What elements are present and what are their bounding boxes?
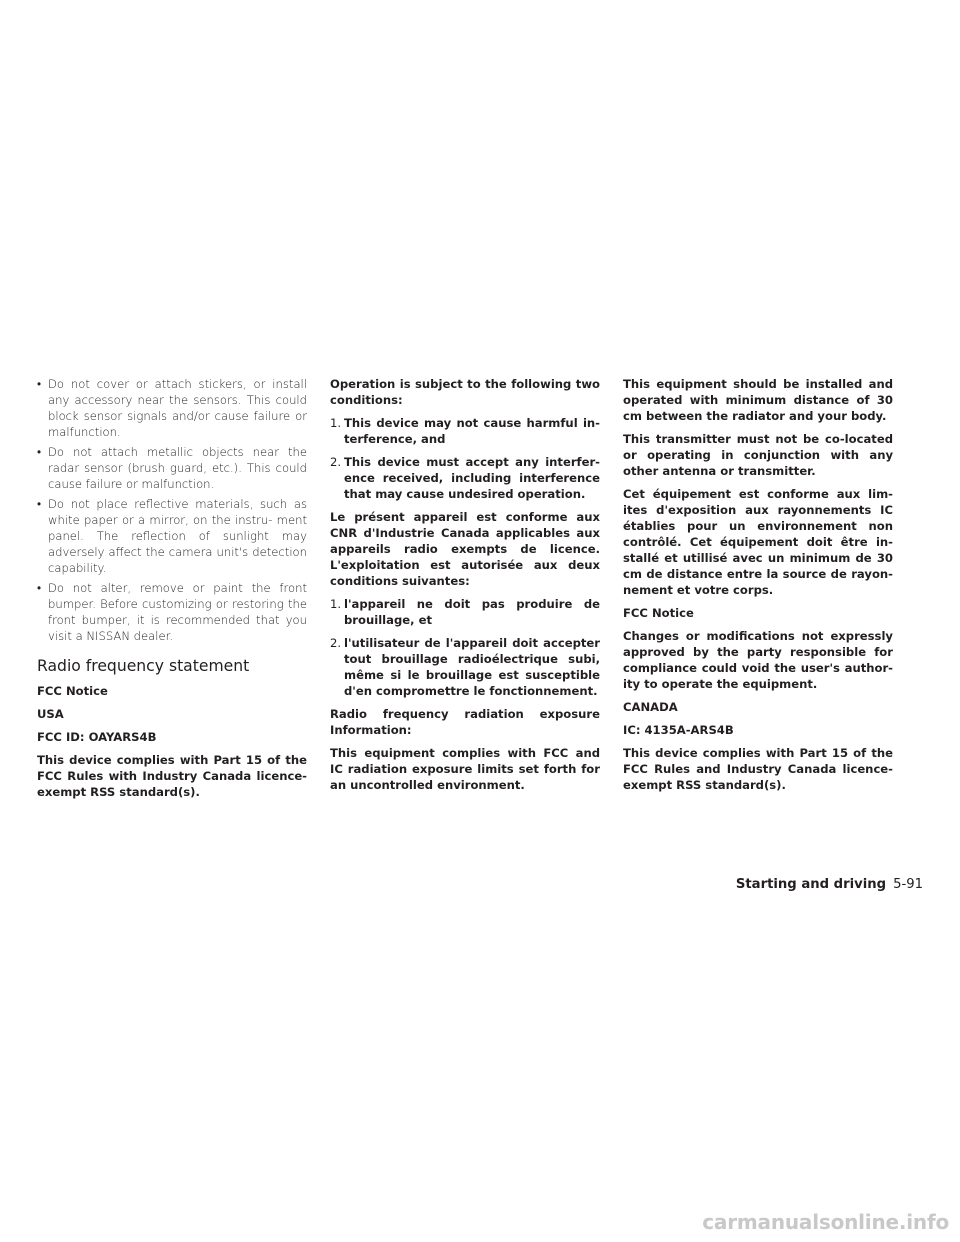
item-text: This device may not cause harmful in- terference, and: [344, 416, 600, 446]
french-exposure-statement: Cet équipement est conforme aux lim- ites d'exposition aux rayonnements IC établies pour un environnement non contrôlé. Cet équipement doit être in- stallé et utillisé avec un minimum de 30 cm de distance entre la source de rayon- nement et votre corps.: [623, 487, 893, 597]
modification-warning: Changes or modifications not expressly approved by the party responsible for compliance could void the user's author- ity to operate the equipment.: [623, 629, 893, 691]
list-item-text: Do not alter, remove or paint the front bumper. Before customizing or restoring the front bumper, it is recommended that you visit a NISSAN dealer.: [48, 581, 307, 643]
item-number: 2.: [330, 455, 342, 469]
item-number: 2.: [330, 636, 342, 650]
operation-conditions: Operation is subject to the following two conditions:: [330, 377, 600, 407]
page-footer: [736, 876, 923, 894]
radiation-title: Radio frequency radiation exposure Information:: [330, 707, 600, 737]
item-number: 1.: [330, 416, 342, 430]
list-item-text: Do not attach metallic objects near the radar sensor (brush guard, etc.). This could cause failure or malfunction.: [48, 445, 307, 491]
list-item: [37, 496, 307, 576]
bullet-icon: •: [37, 497, 42, 511]
item-text: This device must accept any interfer- ence received, including interference that may cause undesired operation.: [344, 455, 600, 501]
list-item: [37, 376, 307, 440]
usa-label: USA: [37, 707, 64, 721]
section-heading: Radio frequency statement: [37, 657, 250, 675]
column-middle: [330, 376, 600, 800]
list-item: [37, 444, 307, 492]
fcc-notice-label: FCC Notice: [37, 684, 108, 698]
ic-id: IC: 4135A-ARS4B: [623, 723, 734, 737]
compliance-statement: This device complies with Part 15 of the FCC Rules with Industry Canada licence- exempt RSS standard(s).: [37, 753, 307, 799]
bullet-icon: •: [37, 445, 42, 459]
fcc-id: FCC ID: OAYARS4B: [37, 730, 157, 744]
radiation-text: This equipment complies with FCC and IC radiation exposure limits set forth for an uncontrolled environment.: [330, 746, 600, 792]
condition-item-fr: [330, 635, 600, 699]
watermark-logo: carmanualsonline.info: [702, 1210, 949, 1234]
list-item: [37, 580, 307, 644]
condition-item: [330, 454, 600, 502]
bullet-icon: •: [37, 377, 42, 391]
condition-item-fr: [330, 596, 600, 628]
bullet-icon: •: [37, 581, 42, 595]
colocation-statement: This transmitter must not be co-located or operating in conjunction with any other antenna or transmitter.: [623, 432, 893, 478]
condition-item: [330, 415, 600, 447]
list-item-text: Do not place reflective materials, such as white paper or a mirror, on the instru- ment panel. The reflection of sunlight may adversely affect the camera unit's detection capability.: [48, 497, 307, 575]
page-number: 5-91: [893, 877, 923, 892]
fcc-notice-label: FCC Notice: [623, 606, 694, 620]
column-right: [623, 376, 893, 800]
distance-statement: This equipment should be installed and operated with minimum distance of 30 cm between the radiator and your body.: [623, 377, 893, 423]
french-intro: Le présent appareil est conforme aux CNR d'Industrie Canada applicables aux appareils radio exempts de licence. L'exploitation est autorisée aux deux conditions suivantes:: [330, 510, 600, 588]
column-left: [37, 376, 307, 807]
list-item-text: Do not cover or attach stickers, or install any accessory near the sensors. This could block sensor signals and/or cause failure or malfunction.: [48, 377, 307, 439]
footer-section-title: Starting and driving: [735, 877, 887, 892]
item-text: l'appareil ne doit pas produire de brouillage, et: [344, 597, 600, 627]
item-text: l'utilisateur de l'appareil doit accepter tout brouillage radioélectrique subi, même si le brouillage est susceptible d'en compromettre le fonctionnement.: [344, 636, 600, 698]
compliance-statement: This device complies with Part 15 of the FCC Rules and Industry Canada licence- exempt RSS standard(s).: [623, 746, 893, 792]
precaution-list: [37, 376, 307, 644]
canada-label: CANADA: [623, 700, 678, 714]
item-number: 1.: [330, 597, 342, 611]
